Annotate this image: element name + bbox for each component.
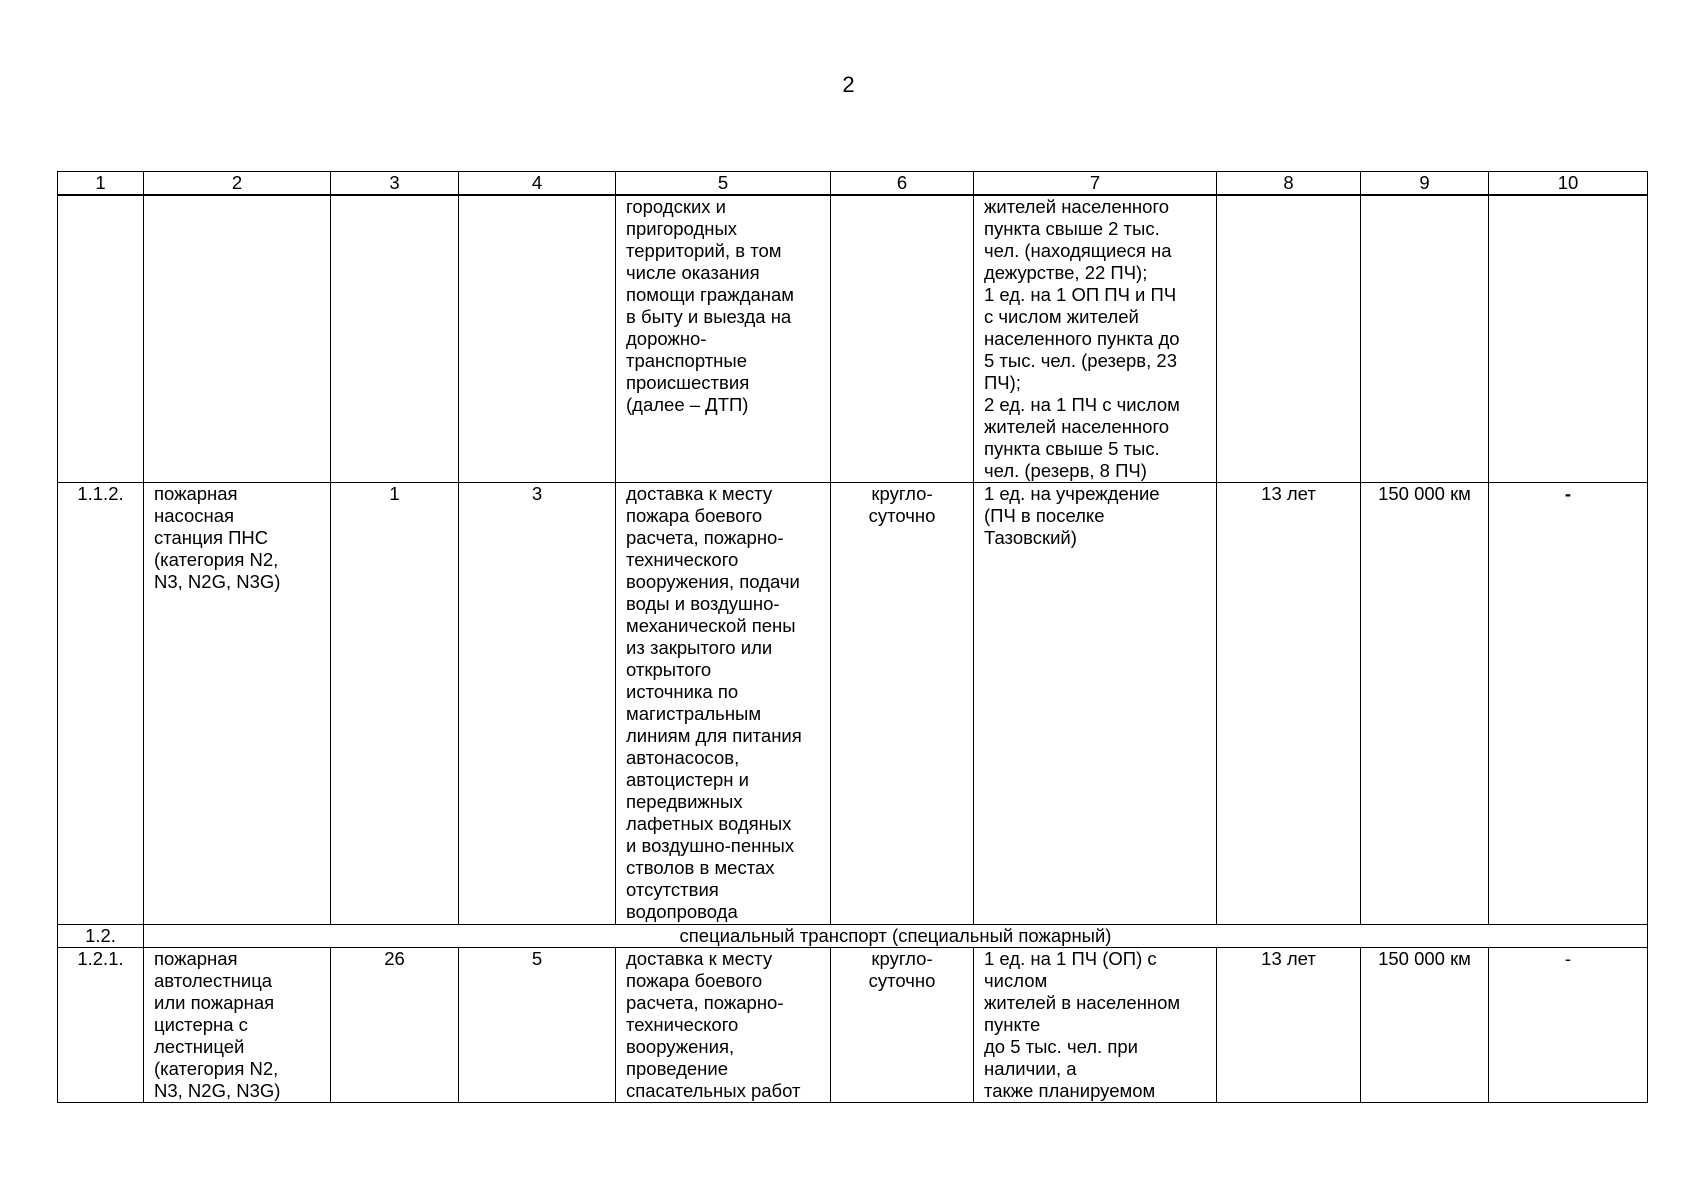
- cell-line: пригородных: [626, 218, 737, 239]
- col10-cell: -: [1489, 948, 1648, 1103]
- cell-line: пожарная: [154, 948, 238, 969]
- cell-line: 1 ед. на 1 ОП ПЧ и ПЧ: [984, 284, 1177, 305]
- cell-line: лестницей: [154, 1036, 245, 1057]
- cell-line: технического: [626, 1014, 739, 1035]
- service-life-cell: [1217, 195, 1361, 483]
- vehicle-norms-table: [57, 171, 1648, 1103]
- row-number-cell: 1.1.2.: [58, 483, 144, 925]
- cell-line: проведение: [626, 1058, 729, 1079]
- cell-line: ПЧ);: [984, 372, 1021, 393]
- cell-line: жителей населенного: [984, 196, 1170, 217]
- service-life-cell: 13 лет: [1217, 483, 1361, 925]
- cell-line: Тазовский): [984, 527, 1077, 548]
- purpose-cell: [616, 195, 831, 483]
- cell-line: линиям для питания: [626, 725, 802, 746]
- table-row: [58, 195, 1648, 483]
- cell-line: открытого: [626, 659, 712, 680]
- cell-line: пункте: [984, 1014, 1041, 1035]
- cell-line: пожара боевого: [626, 505, 763, 526]
- cell-line: спасательных работ: [626, 1080, 801, 1101]
- header-cell: 5: [616, 172, 831, 196]
- cell-line: стволов в местах: [626, 857, 775, 878]
- cell-line: N3, N2G, N3G): [154, 571, 281, 592]
- cell-line: лафетных водяных: [626, 813, 792, 834]
- col10-cell: [1489, 195, 1648, 483]
- cell-line: расчета, пожарно-: [626, 992, 784, 1013]
- cell-line: 1 ед. на 1 ПЧ (ОП) с: [984, 948, 1157, 969]
- cell-line: кругло-: [871, 948, 933, 969]
- col3-cell: [331, 195, 459, 483]
- page-number: 2: [842, 72, 855, 97]
- vehicle-name-cell: [144, 195, 331, 483]
- cell-line: чел. (резерв, 8 ПЧ): [984, 460, 1147, 481]
- mileage-cell: 150 000 км: [1361, 948, 1489, 1103]
- cell-line: механической пены: [626, 615, 796, 636]
- cell-line: станция ПНС: [154, 527, 269, 548]
- col4-cell: 5: [459, 948, 616, 1103]
- header-cell: 6: [831, 172, 974, 196]
- cell-line: автонасосов,: [626, 747, 740, 768]
- cell-line: магистральным: [626, 703, 762, 724]
- header-cell: 3: [331, 172, 459, 196]
- cell-line: до 5 тыс. чел. при: [984, 1036, 1138, 1057]
- purpose-cell: [616, 483, 831, 925]
- mode-cell: [831, 195, 974, 483]
- cell-line: источника по: [626, 681, 739, 702]
- col3-cell: 1: [331, 483, 459, 925]
- col10-cell: -: [1489, 483, 1648, 925]
- cell-line: населенного пункта до: [984, 328, 1180, 349]
- cell-line: пункта свыше 2 тыс.: [984, 218, 1160, 239]
- cell-line: насосная: [154, 505, 235, 526]
- mode-cell: [831, 948, 974, 1103]
- cell-line: водопровода: [626, 901, 738, 922]
- cell-line: передвижных: [626, 791, 743, 812]
- cell-line: цистерна с: [154, 1014, 248, 1035]
- header-cell: 2: [144, 172, 331, 196]
- cell-line: жителей в населенном: [984, 992, 1181, 1013]
- cell-line: в быту и выезда на: [626, 306, 792, 327]
- section-row: [58, 925, 1648, 948]
- section-title-cell: специальный транспорт (специальный пожарный): [144, 925, 1648, 948]
- cell-line: вооружения,: [626, 1036, 735, 1057]
- header-row: [58, 172, 1648, 196]
- row-number-cell: [58, 195, 144, 483]
- cell-line: (категория N2,: [154, 1058, 279, 1079]
- col4-cell: 3: [459, 483, 616, 925]
- cell-line: жителей населенного: [984, 416, 1170, 437]
- cell-line: числом: [984, 970, 1048, 991]
- cell-line: вооружения, подачи: [626, 571, 800, 592]
- cell-line: с числом жителей: [984, 306, 1139, 327]
- header-cell: 9: [1361, 172, 1489, 196]
- cell-line: воды и воздушно-: [626, 593, 780, 614]
- cell-line: транспортные: [626, 350, 747, 371]
- cell-line: также планируемом: [984, 1080, 1156, 1101]
- cell-line: кругло-: [871, 483, 933, 504]
- vehicle-name-cell: [144, 948, 331, 1103]
- cell-line: суточно: [868, 970, 936, 991]
- cell-line: наличии, а: [984, 1058, 1077, 1079]
- cell-line: помощи гражданам: [626, 284, 795, 305]
- cell-line: автоцистерн и: [626, 769, 749, 790]
- cell-line: 1 ед. на учреждение: [984, 483, 1160, 504]
- col4-cell: [459, 195, 616, 483]
- header-cell: 1: [58, 172, 144, 196]
- cell-line: городских и: [626, 196, 726, 217]
- cell-line: пожарная: [154, 483, 238, 504]
- cell-line: числе оказания: [626, 262, 760, 283]
- cell-line: или пожарная: [154, 992, 275, 1013]
- cell-line: из закрытого или: [626, 637, 773, 658]
- cell-line: расчета, пожарно-: [626, 527, 784, 548]
- cell-line: дежурстве, 22 ПЧ);: [984, 262, 1148, 283]
- vehicle-name-cell: [144, 483, 331, 925]
- cell-line: автолестница: [154, 970, 273, 991]
- table-row: [58, 483, 1648, 925]
- cell-line: (ПЧ в поселке: [984, 505, 1105, 526]
- section-number-cell: 1.2.: [58, 925, 144, 948]
- cell-line: территорий, в том: [626, 240, 782, 261]
- col3-cell: 26: [331, 948, 459, 1103]
- mode-cell: [831, 483, 974, 925]
- cell-line: доставка к месту: [626, 948, 773, 969]
- service-life-cell: 13 лет: [1217, 948, 1361, 1103]
- cell-line: технического: [626, 549, 739, 570]
- row-number-cell: 1.2.1.: [58, 948, 144, 1103]
- norm-cell: [974, 948, 1217, 1103]
- cell-line: и воздушно-пенных: [626, 835, 795, 856]
- cell-line: пожара боевого: [626, 970, 763, 991]
- cell-line: доставка к месту: [626, 483, 773, 504]
- cell-line: происшествия: [626, 372, 750, 393]
- header-cell: 8: [1217, 172, 1361, 196]
- norm-cell: [974, 195, 1217, 483]
- mileage-cell: 150 000 км: [1361, 483, 1489, 925]
- cell-line: 2 ед. на 1 ПЧ с числом: [984, 394, 1180, 415]
- cell-line: пункта свыше 5 тыс.: [984, 438, 1160, 459]
- header-cell: 10: [1489, 172, 1648, 196]
- cell-line: 5 тыс. чел. (резерв, 23: [984, 350, 1177, 371]
- table-row: [58, 948, 1648, 1103]
- purpose-cell: [616, 948, 831, 1103]
- cell-line: дорожно-: [626, 328, 707, 349]
- cell-line: N3, N2G, N3G): [154, 1080, 281, 1101]
- norm-cell: [974, 483, 1217, 925]
- header-cell: 7: [974, 172, 1217, 196]
- cell-line: (категория N2,: [154, 549, 279, 570]
- header-cell: 4: [459, 172, 616, 196]
- cell-line: суточно: [868, 505, 936, 526]
- cell-line: (далее – ДТП): [626, 394, 749, 415]
- mileage-cell: [1361, 195, 1489, 483]
- cell-line: чел. (находящиеся на: [984, 240, 1172, 261]
- cell-line: отсутствия: [626, 879, 719, 900]
